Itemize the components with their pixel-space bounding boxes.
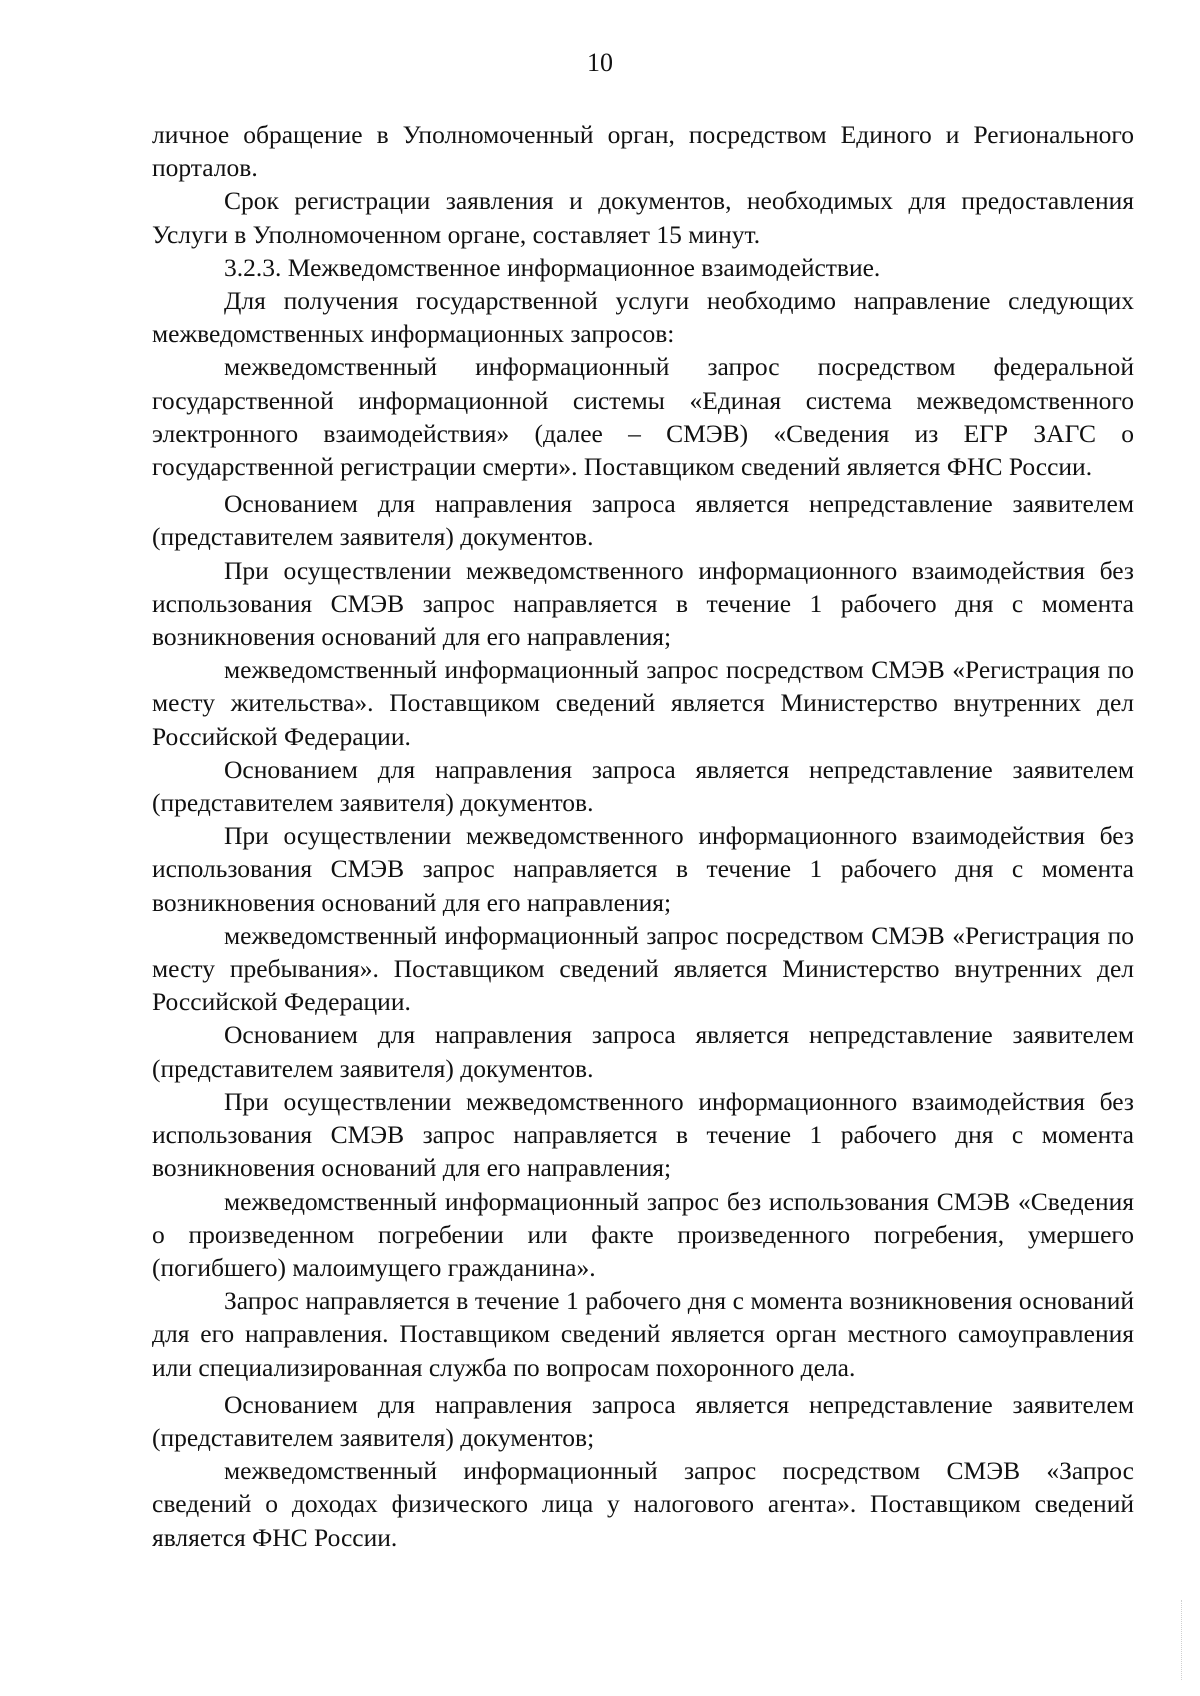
paragraph-2: Срок регистрации заявления и документов, необходимых для предоставления Услуги в Уполномоченном органе, составляет 15 минут. xyxy=(152,186,1134,249)
paragraph-15: Запрос направляется в течение 1 рабочего дня с момента возникновения оснований для его направления. Поставщиком сведений является орган местного самоуправления или специализированная служба по вопросам похоронного дела. xyxy=(152,1286,1134,1382)
paragraph-17: межведомственный информационный запрос посредством СМЭВ «Запрос сведений о доходах физического лица у налогового агента». Поставщиком сведений является ФНС России. xyxy=(152,1456,1134,1552)
page-number: 10 xyxy=(587,48,613,77)
paragraph-4: Для получения государственной услуги необходимо направление следующих межведомственных информационных запросов: xyxy=(152,286,1134,349)
paragraph-6: Основанием для направления запроса является непредставление заявителем (представителем заявителя) документов. xyxy=(152,489,1134,552)
paragraph-5: межведомственный информационный запрос посредством федеральной государственной информационной системы «Единая система межведомственного электронного взаимодействия» (далее – СМЭВ) «Сведения из ЕГР ЗАГС о государственной регистрации смерти». Поставщиком сведений является ФНС России. xyxy=(152,352,1134,482)
paragraph-8: межведомственный информационный запрос посредством СМЭВ «Регистрация по месту жительства». Поставщиком сведений является Министерство внутренних дел Российской Федерации. xyxy=(152,655,1134,751)
paragraph-13: При осуществлении межведомственного информационного взаимодействия без использования СМЭВ запрос направляется в течение 1 рабочего дня с момента возникновения оснований для его направления; xyxy=(152,1086,1134,1183)
paragraph-7: При осуществлении межведомственного информационного взаимодействия без использования СМЭВ запрос направляется в течение 1 рабочего дня с момента возникновения оснований для его направления; xyxy=(152,555,1134,652)
scan-edge-mark xyxy=(1179,1600,1182,1680)
paragraph-10: При осуществлении межведомственного информационного взаимодействия без использования СМЭВ запрос направляется в течение 1 рабочего дня с момента возникновения оснований для его направления; xyxy=(152,821,1134,917)
paragraph-9: Основанием для направления запроса является непредставление заявителем (представителем заявителя) документов. xyxy=(152,754,1134,818)
paragraph-11: межведомственный информационный запрос посредством СМЭВ «Регистрация по месту пребывания». Поставщиком сведений является Министерство внутренних дел Российской Федерации. xyxy=(152,920,1134,1017)
paragraph-14: межведомственный информационный запрос без использования СМЭВ «Сведения о произведенном погребении или факте произведенного погребения, умершего (погибшего) малоимущего гражданина». xyxy=(152,1186,1134,1282)
paragraph-3: 3.2.3. Межведомственное информационное взаимодействие. xyxy=(224,252,881,282)
paragraph-1: личное обращение в Уполномоченный орган, посредством Единого и Регионального порталов. xyxy=(152,120,1134,183)
paragraph-12: Основанием для направления запроса является непредставление заявителем (представителем заявителя) документов. xyxy=(152,1020,1134,1083)
document-body xyxy=(152,118,1134,1554)
paragraph-16: Основанием для направления запроса является непредставление заявителем (представителем заявителя) документов; xyxy=(152,1389,1134,1452)
